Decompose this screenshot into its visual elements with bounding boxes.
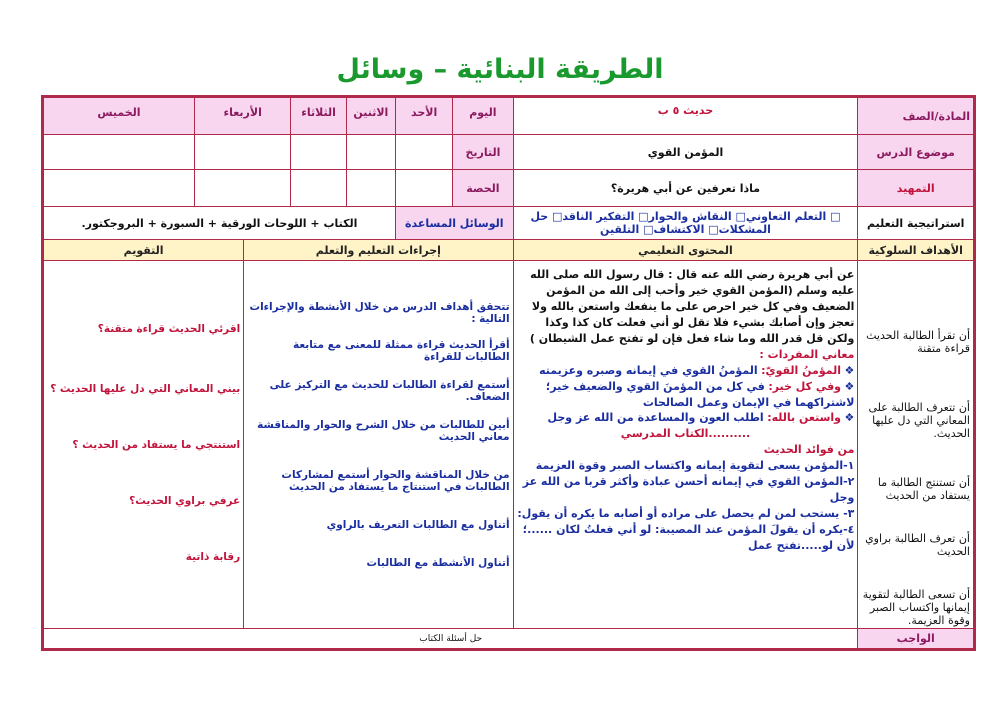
subject-value: حديث ٥ ب [513, 98, 858, 135]
vocab-item: ❖ المؤمنُ القويّ: المؤمنُ القوي في إيمانه وصبره وعزيمته [539, 363, 855, 377]
evaluation-item: استنتجي ما يستفاد من الحديث ؟ [72, 439, 241, 451]
day-wednesday: الأربعاء [194, 98, 291, 135]
evaluation-item: بيني المعاني التي دل عليها الحديث ؟ [50, 383, 241, 395]
col-procedures-header: إجراءات التعليم والتعلم [244, 240, 513, 261]
date-cell-monday [346, 135, 395, 170]
strategy-options: □ التعلم التعاوني□ النقاش والحوار□ التفكير الناقد□ حل المشكلات□ الاكتشاف□ التلقين [513, 207, 858, 240]
objective-item: أن تتعرف الطالبة على المعاني التي دل عليها الحديث. [868, 401, 970, 440]
period-cell-thursday [44, 170, 195, 207]
benefit-item: ١-المؤمن يسعى لتقوية إيمانه واكتساب الصبر وقوة العزيمة [535, 459, 855, 473]
diamond-bullet-icon: ❖ [844, 363, 855, 377]
topic-value: المؤمن القوي [513, 135, 858, 170]
homework-label: الواجب [858, 629, 974, 649]
objective-item: أن تسعى الطالبة لتقوية إيمانها واكتساب الصبر وقوة العزيمة. [862, 588, 970, 627]
benefit-item: ٤-يكره أن يقولَ المؤمن عند المصيبة: لو أني فعلتُ لكان ......؛ لأن لو.....تفتح عمل [522, 523, 855, 552]
objective-item: أن تعرف الطالبة براوي الحديث [865, 532, 970, 558]
procedure-item: تتحقق أهداف الدرس من خلال الأنشطة والإجراءات التالية : [249, 301, 510, 325]
procedure-item: من خلال المناقشة والحوار أستمع لمشاركات الطالبات في استنتاج ما يستفاد من الحديث [281, 469, 510, 493]
page-title: الطريقة البنائية – وسائل [336, 54, 664, 85]
procedure-item: أستمع لقراءة الطالبات للحديث مع التركيز على الضعاف. [269, 379, 510, 403]
objective-item: أن تقرأ الطالبة الحديث قراءة متقنة [866, 329, 970, 355]
procedure-item: أقرأ الحديث قراءة ممثلة للمعنى مع متابعة الطالبات للقراءة [292, 339, 510, 363]
benefit-item: ٣- يستحب لمن لم يحصل على مراده أو أصابه ما يكره أن يقول: [517, 507, 855, 521]
diamond-bullet-icon: ❖ [844, 379, 855, 393]
day-sunday: الأحد [395, 98, 452, 135]
date-cell-sunday [395, 135, 452, 170]
benefit-item: ٢-المؤمن القوي في إيمانه أحسن عبادة وأكثر قربا من الله عز وجل [522, 475, 855, 505]
content-cell [513, 261, 858, 629]
objectives-cell [858, 261, 974, 629]
aids-label: الوسائل المساعدة [395, 207, 513, 240]
procedure-item: أبين للطالبات من خلال الشرح والحوار والمناقشة معاني الحديث [257, 419, 510, 443]
lesson-plan-table [41, 95, 976, 651]
vocab-title: معاني المفردات : [759, 347, 855, 361]
vocab-item: ❖ واستعن بالله: اطلب العون والمساعدة من الله عز وجل [547, 411, 855, 425]
subject-label: المادة/الصف [858, 98, 974, 135]
homework-value: حل أسئلة الكتاب [44, 629, 858, 649]
period-label: الحصة [453, 170, 513, 207]
benefits-title: من فوائد الحديث [763, 443, 855, 457]
day-thursday: الخميس [44, 98, 195, 135]
procedure-item: أتناول مع الطالبات التعريف بالراوي [326, 519, 510, 531]
aids-value: الكتاب + اللوحات الورقية + السبورة + البروجكتور. [44, 207, 396, 240]
col-objectives-header: الأهداف السلوكية [858, 240, 974, 261]
date-label: التاريخ [453, 135, 513, 170]
procedure-item: أتناول الأنشطة مع الطالبات [366, 557, 510, 569]
day-monday: الاثنين [346, 98, 395, 135]
hadith-text: عن أبي هريرة رضي الله عنه قال : قال رسول الله صلى الله عليه وسلم (المؤمن القوي خير وأحب إلى الله من المؤمن الضعيف وفي كل خير احرص على ما ينفعك واستعن بالله ولا تعجز وإن أصابك بشيء فلا تقل لو أني فعلت كان كذا وكذا ولكن قل قدر الله وما شاء فعل فإن لو تفتح عمل الشيطان ) [529, 268, 855, 345]
objective-item: أن تستنتج الطالبة ما يستفاد من الحديث [877, 476, 970, 502]
date-cell-tuesday [291, 135, 346, 170]
day-label: اليوم [453, 98, 513, 135]
date-cell-thursday [44, 135, 195, 170]
procedures-cell [244, 261, 513, 629]
evaluation-item: عرفي براوي الحديث؟ [129, 495, 241, 507]
intro-label: التمهيد [858, 170, 974, 207]
col-evaluation-header: التقويم [44, 240, 244, 261]
evaluation-item: رقابة ذاتية [185, 551, 241, 563]
date-cell-wednesday [194, 135, 291, 170]
evaluation-cell [44, 261, 244, 629]
col-content-header: المحتوى التعليمي [513, 240, 858, 261]
day-tuesday: الثلاثاء [291, 98, 346, 135]
strategy-label: استراتيجية التعليم [858, 207, 974, 240]
topic-label: موضوع الدرس [858, 135, 974, 170]
intro-value: ماذا تعرفين عن أبي هريرة؟ [513, 170, 858, 207]
book-note: ..........الكتاب المدرسي [620, 427, 751, 441]
period-cell-tuesday [291, 170, 346, 207]
vocab-item: ❖ وفي كل خير: في كل من المؤمنَ القوي والضعيف خير؛ لاشتراكهما في الإيمان وعمل الصالحات [545, 379, 855, 409]
evaluation-item: اقرئي الحديث قراءة متقنة؟ [97, 323, 241, 335]
period-cell-monday [346, 170, 395, 207]
diamond-bullet-icon: ❖ [844, 411, 855, 425]
period-cell-wednesday [194, 170, 291, 207]
period-cell-sunday [395, 170, 452, 207]
